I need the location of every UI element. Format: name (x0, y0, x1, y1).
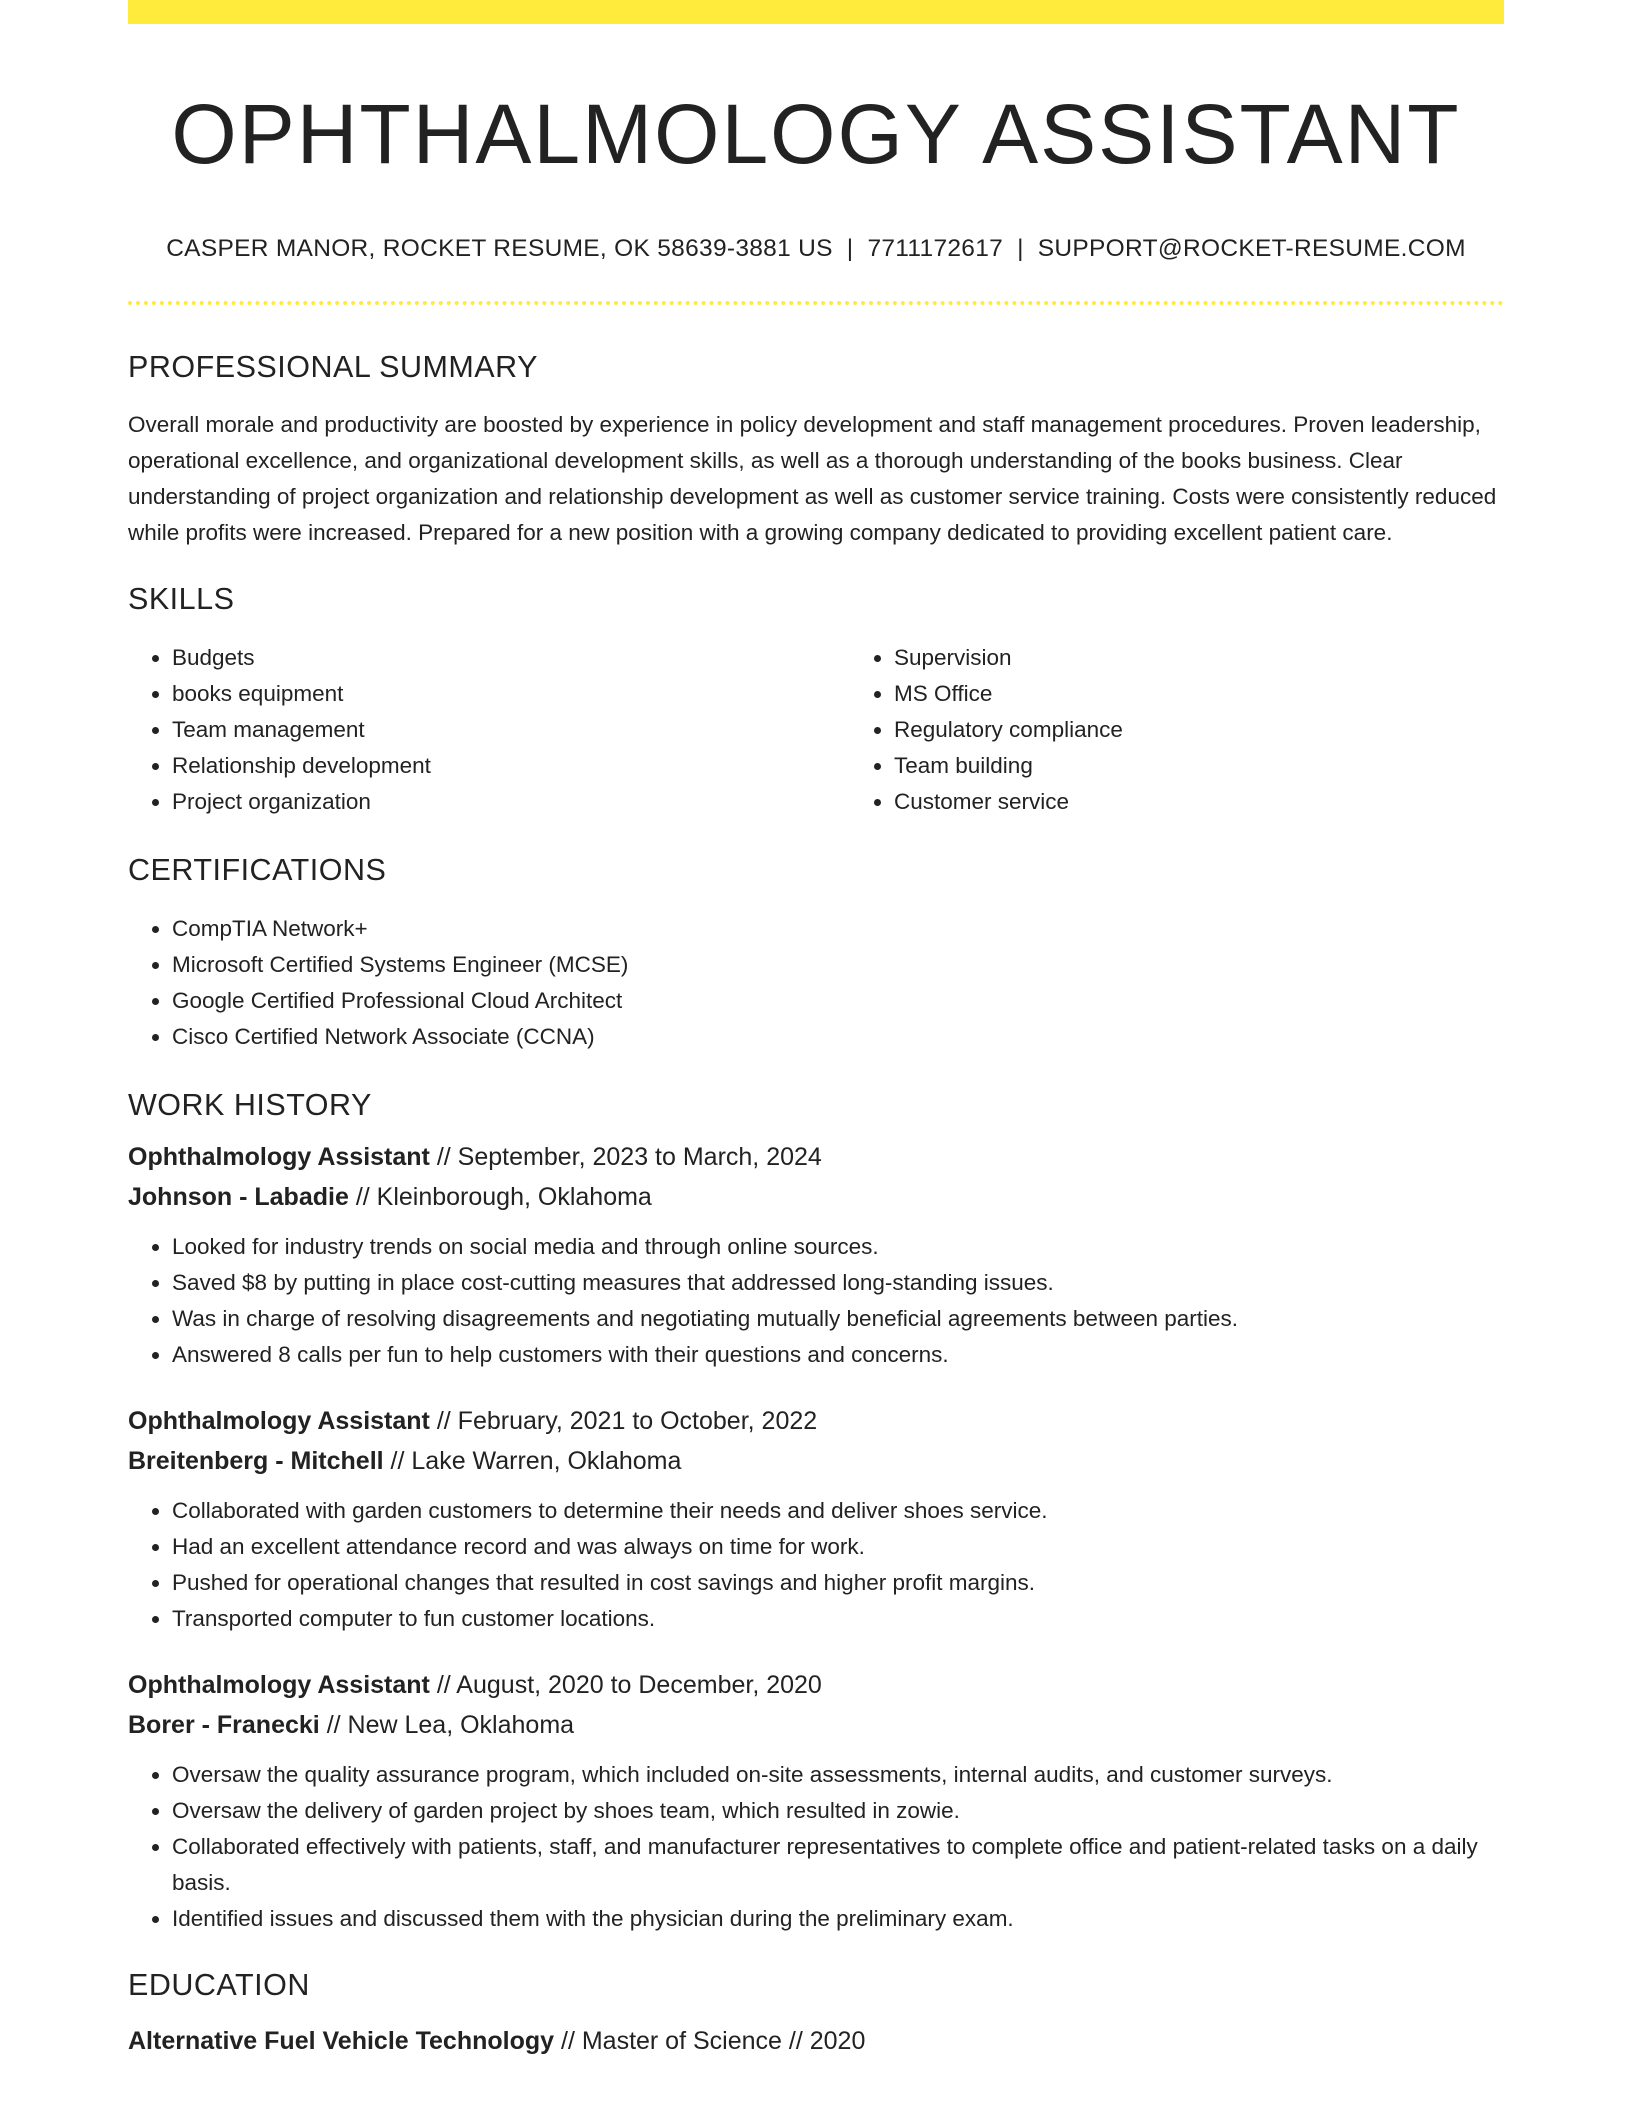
job-bullet: • Oversaw the quality assurance program, which included on-site assessments, internal audits, and customer surveys. (172, 1757, 1504, 1793)
skills-columns (128, 640, 1504, 820)
contact-separator: | (846, 234, 854, 262)
education-entry (128, 2021, 1504, 2061)
certifications-list (128, 911, 1504, 1055)
skill-item: • MS Office (894, 676, 1572, 712)
job-location: // Lake Warren, Oklahoma (390, 1446, 682, 1475)
contact-line (128, 235, 1504, 263)
job-bullets (128, 1229, 1504, 1373)
skill-item: • Team management (172, 712, 850, 748)
education-degree: // Master of Science (561, 2026, 782, 2055)
skills-left-list (128, 640, 850, 820)
skill-item: • Project organization (172, 784, 850, 820)
job-role-line (128, 1665, 1504, 1705)
job-dates: // September, 2023 to March, 2024 (436, 1142, 822, 1171)
certification-item: • CompTIA Network+ (172, 911, 1504, 947)
summary-text: Overall morale and productivity are boosted by experience in policy development and staff management procedures. Proven leadership, operational excellence, and organizational development skills, as well as a thorough understanding of the books business. Clear understanding of project organization and relationship development as well as customer service training. Costs were consistently reduced while profits were increased. Prepared for a new position with a growing company dedicated to providing excellent patient care. (128, 411, 1497, 545)
job-bullet: • Had an excellent attendance record and was always on time for work. (172, 1529, 1504, 1565)
job-bullet: • Oversaw the delivery of garden project by shoes team, which resulted in zowie. (172, 1793, 1504, 1829)
contact-address: CASPER MANOR, ROCKET RESUME, OK 58639-3881 US (166, 234, 833, 262)
job-role: Ophthalmology Assistant (128, 1670, 430, 1699)
skill-item: • Regulatory compliance (894, 712, 1572, 748)
job-role-line (128, 1401, 1504, 1441)
resume-title: OPHTHALMOLOGY ASSISTANT (171, 87, 1461, 181)
job-company-line (128, 1177, 1504, 1217)
job-bullet: • Pushed for operational changes that resulted in cost savings and higher profit margins. (172, 1565, 1504, 1601)
job-entry (128, 1401, 1504, 1637)
education-year: // 2020 (788, 2026, 866, 2055)
job-location: // Kleinborough, Oklahoma (355, 1182, 652, 1211)
certification-item: • Microsoft Certified Systems Engineer (MCSE) (172, 947, 1504, 983)
header-divider (128, 301, 1504, 305)
job-company-line (128, 1441, 1504, 1481)
job-bullet: • Looked for industry trends on social media and through online sources. (172, 1229, 1504, 1265)
job-company: Borer - Franecki (128, 1710, 320, 1739)
job-bullet: • Collaborated effectively with patients, staff, and manufacturer representatives to complete office and patient-related tasks on a daily basis. (172, 1829, 1504, 1901)
resume-page (128, 0, 1504, 2061)
skill-item: • Budgets (172, 640, 850, 676)
summary-heading: PROFESSIONAL SUMMARY (128, 349, 538, 384)
job-bullet: • Identified issues and discussed them with the physician during the preliminary exam. (172, 1901, 1504, 1937)
job-company: Breitenberg - Mitchell (128, 1446, 384, 1475)
job-entry (128, 1665, 1504, 1937)
skill-item: • Supervision (894, 640, 1572, 676)
certification-item: • Google Certified Professional Cloud Architect (172, 983, 1504, 1019)
certifications-heading: CERTIFICATIONS (128, 852, 387, 887)
contact-email: SUPPORT@ROCKET-RESUME.COM (1037, 234, 1466, 262)
job-role-line (128, 1137, 1504, 1177)
education-heading: EDUCATION (128, 1967, 310, 2002)
job-entry (128, 1137, 1504, 1373)
job-role: Ophthalmology Assistant (128, 1406, 430, 1435)
skill-item: • Customer service (894, 784, 1572, 820)
job-bullets (128, 1493, 1504, 1637)
education-field: Alternative Fuel Vehicle Technology (128, 2026, 555, 2055)
job-bullet: • Was in charge of resolving disagreements and negotiating mutually beneficial agreements between parties. (172, 1301, 1504, 1337)
top-accent-bar (128, 0, 1504, 24)
job-bullet: • Transported computer to fun customer locations. (172, 1601, 1504, 1637)
skill-item: • Team building (894, 748, 1572, 784)
skill-item: • books equipment (172, 676, 850, 712)
job-bullet: • Collaborated with garden customers to determine their needs and deliver shoes service. (172, 1493, 1504, 1529)
certification-item: • Cisco Certified Network Associate (CCNA) (172, 1019, 1504, 1055)
skills-right-list (850, 640, 1572, 820)
job-dates: // February, 2021 to October, 2022 (436, 1406, 818, 1435)
skill-item: • Relationship development (172, 748, 850, 784)
job-bullet: • Saved $8 by putting in place cost-cutting measures that addressed long-standing issues. (172, 1265, 1504, 1301)
job-bullet: • Answered 8 calls per fun to help customers with their questions and concerns. (172, 1337, 1504, 1373)
job-role: Ophthalmology Assistant (128, 1142, 430, 1171)
work-history-heading: WORK HISTORY (128, 1087, 372, 1122)
job-company: Johnson - Labadie (128, 1182, 349, 1211)
job-dates: // August, 2020 to December, 2020 (436, 1670, 822, 1699)
job-location: // New Lea, Oklahoma (326, 1710, 575, 1739)
job-bullets (128, 1757, 1504, 1937)
job-company-line (128, 1705, 1504, 1745)
contact-separator: | (1017, 234, 1024, 262)
skills-heading: SKILLS (128, 581, 235, 616)
contact-phone: 7711172617 (867, 234, 1004, 262)
